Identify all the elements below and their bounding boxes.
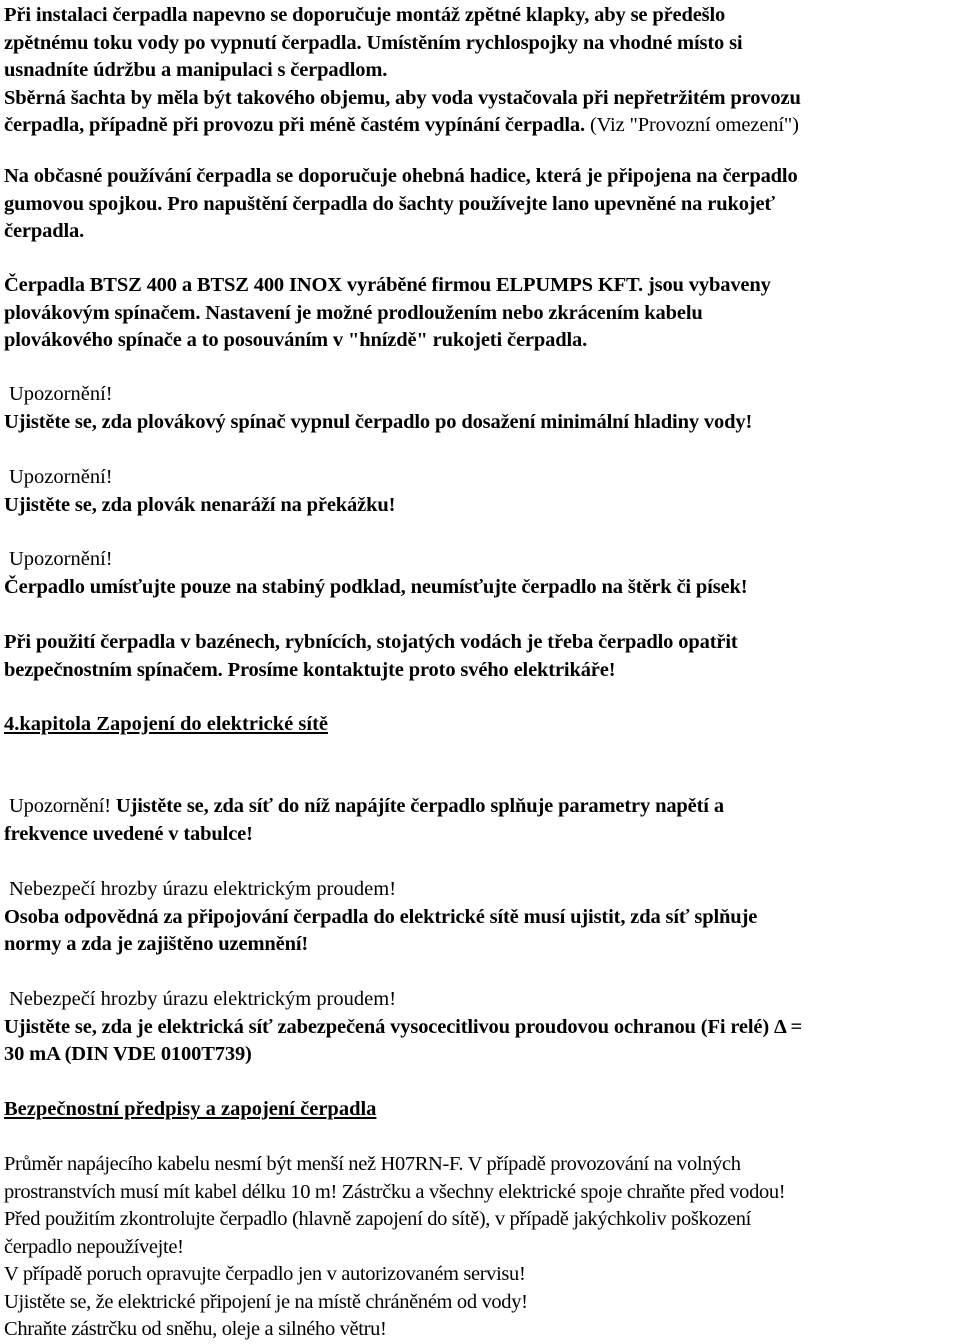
text-line: normy a zda je zajištěno uzemnění!	[4, 933, 309, 955]
danger-block	[4, 986, 956, 1069]
text-line: plovákového spínače a to posouváním v "hnízdě" rukojeti čerpadla.	[4, 329, 588, 351]
text-segment: čerpadla, případně při provozu při méně častém vypínání čerpadla.	[4, 114, 585, 136]
text-line: čerpadla.	[4, 220, 85, 242]
warning-block	[4, 381, 956, 436]
text-segment: Nastavení je možné prodloužením nebo zkrácením kabelu	[200, 301, 703, 324]
pool-paragraph	[4, 629, 956, 684]
text-line: Osoba odpovědná za připojování čerpadla do elektrické sítě musí ujistit, zda síť splňuje	[4, 905, 758, 928]
text-segment: Čerpadla BTSZ 400 a BTSZ 400 INOX vyráběné firmou ELPUMPS KFT.	[4, 274, 643, 296]
text-line: V případě poruch opravujte čerpadlo jen v autorizovaném servisu!	[4, 1263, 526, 1285]
chapter-heading	[4, 711, 956, 739]
text-line	[4, 112, 956, 140]
text-line: Při instalaci čerpadla napevno se doporučuje montáž zpětné klapky, aby se předešlo	[4, 4, 726, 26]
section-heading	[4, 1096, 956, 1124]
text-line	[4, 272, 956, 300]
electric-warning	[4, 793, 956, 848]
text-line: čerpadlo nepoužívejte!	[4, 1235, 184, 1258]
text-segment: gumovou spojkou.	[4, 192, 163, 215]
warning-heading: Upozornění!	[9, 466, 113, 488]
text-line: bezpečnostním spínačem. Prosíme kontaktujte proto svého elektrikáře!	[4, 658, 616, 681]
warning-heading: Upozornění!	[9, 548, 113, 570]
intro-paragraph	[4, 2, 956, 140]
danger-block	[4, 876, 956, 959]
section-title: Bezpečnostní předpisy a zapojení čerpadla	[4, 1098, 377, 1120]
text-line: Průměr napájecího kabelu nesmí být menší než H07RN-F. V případě provozování na volných	[4, 1153, 741, 1175]
warning-heading: Upozornění!	[9, 383, 113, 405]
danger-heading: Nebezpečí hrozby úrazu elektrickým proudem!	[9, 988, 397, 1010]
text-line: Ujistěte se, zda je elektrická síť zabezpečená vysocecitlivou proudovou ochranou (Fi relé) Δ =	[4, 1015, 803, 1038]
text-segment: Na občasné používání čerpadla se doporučuje ohebná hadice, která je připojena na čerpadlo	[4, 165, 798, 187]
hose-paragraph	[4, 163, 956, 246]
text-line: zpětnému toku vody po vypnutí čerpadla. Umístěním rychlospojky na vhodné místo si	[4, 31, 743, 54]
warning-text: Ujistěte se, zda plovákový spínač vypnul čerpadlo po dosažení minimální hladiny vody!	[4, 410, 753, 433]
text-line: Chraňte zástrčku od sněhu, oleje a silného větru!	[4, 1318, 387, 1340]
warning-text: Ujistěte se, zda plovák nenaráží na překážku!	[4, 493, 396, 516]
warning-block	[4, 464, 956, 519]
text-segment: Pro napuštění čerpadla do šachty používejte lano upevněné na rukojeť	[162, 192, 775, 215]
text-line: Před použitím zkontrolujte čerpadlo (hlavně zapojení do sítě), v případě jakýchkoliv poškození	[4, 1208, 752, 1230]
text-line: usnadníte údržbu a manipulaci s čerpadlom.	[4, 59, 388, 81]
text-line	[4, 191, 956, 219]
text-line: 30 mA (DIN VDE 0100T739)	[4, 1043, 252, 1065]
warning-text: Čerpadlo umísťujte pouze na stabiný podklad, neumísťujte čerpadlo na štěrk či písek!	[4, 575, 748, 598]
text-line: frekvence uvedené v tabulce!	[4, 822, 253, 845]
text-segment: (Viz "Provozní omezení")	[584, 114, 799, 136]
chapter-title: 4.kapitola Zapojení do elektrické sítě	[4, 713, 329, 735]
text-line: Ujistěte se, že elektrické připojení je na místě chráněném od vody!	[4, 1290, 528, 1313]
text-line	[4, 300, 956, 328]
text-line: prostranstvích musí mít kabel délku 10 m! Zástrčku a všechny elektrické spoje chraňte před vodou!	[4, 1180, 786, 1203]
text-line	[4, 163, 956, 191]
text-line: Při použití čerpadla v bazénech, rybnících, stojatých vodách je třeba čerpadlo opatřit	[4, 631, 738, 653]
text-line: Sběrná šachta by měla být takového objemu, aby voda vystačovala při nepřetržitém provozu	[4, 86, 801, 109]
warning-block	[4, 546, 956, 601]
text-segment: plovákovým spínačem.	[4, 301, 201, 324]
warning-heading: Upozornění!	[9, 795, 111, 817]
text-line	[4, 793, 956, 821]
danger-heading: Nebezpečí hrozby úrazu elektrickým proudem!	[9, 878, 397, 900]
safety-paragraph	[4, 1151, 956, 1344]
float-switch-paragraph	[4, 272, 956, 355]
text-segment: Ujistěte se, zda síť do níž napájíte čerpadlo splňuje parametry napětí a	[110, 795, 724, 817]
text-segment: jsou vybaveny	[642, 274, 771, 296]
